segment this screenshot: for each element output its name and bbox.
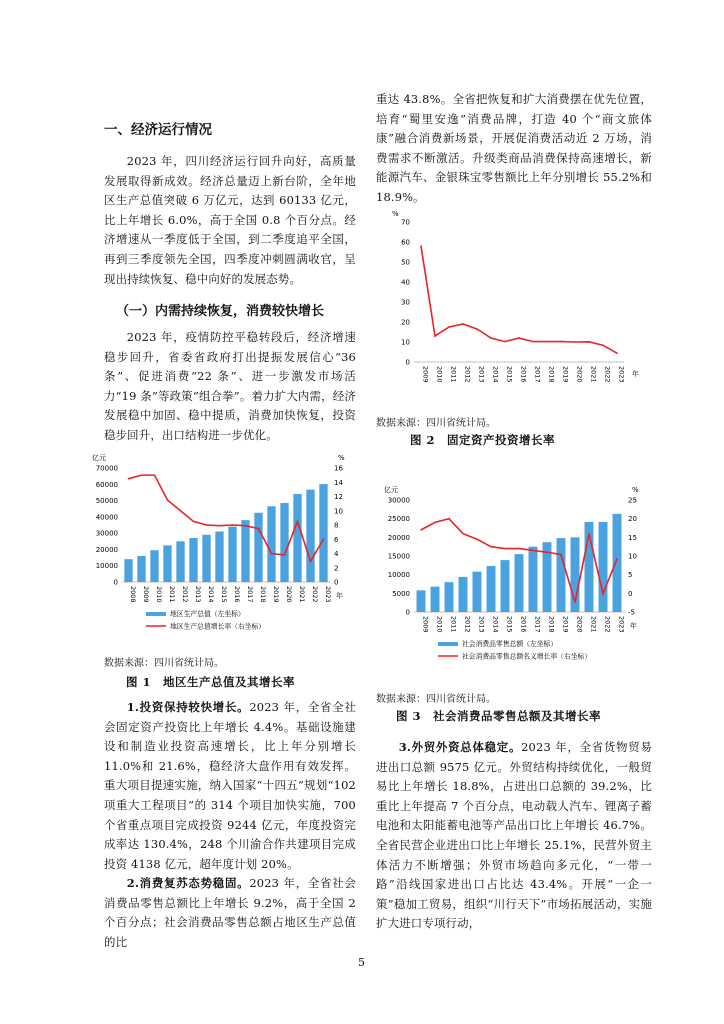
x-tick-label: 2019 <box>561 616 570 633</box>
growth-point <box>560 554 562 556</box>
x-tick-label: 2019 <box>561 366 570 383</box>
trade-heading: 3.外贸外资总体稳定。 <box>398 740 522 754</box>
left-tick-label: 30000 <box>95 529 118 538</box>
right-tick-label: 14 <box>334 478 343 487</box>
x-tick-label: 2011 <box>449 366 458 383</box>
left-tick-label: 30000 <box>387 496 410 505</box>
x-tick-label: 2020 <box>285 586 293 603</box>
growth-point <box>219 525 221 527</box>
bar <box>228 527 236 582</box>
investment-growth-point <box>434 335 436 337</box>
growth-point <box>434 522 436 524</box>
y-tick-label: 70 <box>401 218 410 227</box>
growth-point <box>167 499 169 501</box>
bar <box>473 572 482 612</box>
growth-point <box>616 558 618 560</box>
right-axis-unit: % <box>338 454 345 462</box>
investment-growth-point <box>560 341 562 343</box>
x-tick-label: 2016 <box>233 586 241 603</box>
bar <box>150 550 158 582</box>
x-tick-label: 2009 <box>421 366 430 383</box>
growth-point <box>546 551 548 553</box>
growth-point <box>574 601 576 603</box>
bar <box>529 547 538 612</box>
bar <box>306 490 314 582</box>
subsection-paragraph: 2023 年，疫情防控平稳转段后，经济增速稳步回升，省委省政府打出提振发展信心“36 条”、促进消费“22 条”、进一步激发市场活力“19 条”等政策“组合拳”。着力扩大内需，经济发展稳中加固、稳中提质，消费加快恢复，投资稳步回升，出口结构进一步优化。 <box>104 330 356 442</box>
investment-growth-point <box>602 344 604 346</box>
y-tick-label: 0 <box>405 358 410 367</box>
bar <box>557 538 566 612</box>
bar <box>267 506 275 582</box>
year-unit: 年 <box>336 592 343 600</box>
legend-bar-swatch <box>438 642 458 646</box>
left-tick-label: 60000 <box>95 480 118 489</box>
growth-point <box>323 538 325 540</box>
growth-point <box>245 525 247 527</box>
right-tick-label: 0 <box>628 589 633 598</box>
consumption-continued-paragraph: 重达 43.8%。全省把恢复和扩大消费摆在优先位置，培育“蜀里安逸”消费品牌，打造 40 个“商文旅体康”融合消费新场景，开展促消费活动近 2 万场，消费需求不断激活。升级类商品消费保持高速增长，新能源汽车、金银珠宝零售额比上年分别增长 55.2%和 18.9%。 <box>376 92 652 204</box>
growth-point <box>420 529 422 531</box>
right-axis-unit: % <box>632 486 639 494</box>
x-tick-label: 2015 <box>220 586 228 603</box>
investment-growth-point <box>616 352 618 354</box>
growth-point <box>141 474 143 476</box>
x-tick-label: 2010 <box>435 366 444 383</box>
intro-paragraph: 2023 年，四川经济运行回升向好，高质量发展取得新成效。经济总量迈上新台阶，全年地区生产总值突破 6 万亿元，达到 60133 亿元，比上年增长 6.0%，高于全国 0.8 个百分点。经济增速从一季度低于全国，到二季度追平全国，再到三季度领先全国，四季度冲刺圆满收官，呈现出持续恢复、稳中向好的发展态势。 <box>104 154 356 286</box>
figure-3-source: 数据来源：四川省统计局。 <box>376 694 496 705</box>
bar <box>599 522 608 612</box>
growth-point <box>297 521 299 523</box>
x-tick-label: 2016 <box>519 366 528 383</box>
x-tick-label: 2022 <box>311 586 319 603</box>
subsection-title: （一）内需持续恢复，消费较快增长 <box>116 304 325 319</box>
bar <box>280 503 288 582</box>
x-tick-label: 2017 <box>533 366 542 383</box>
x-tick-label: 2018 <box>547 616 556 633</box>
x-tick-label: 2011 <box>168 586 176 603</box>
right-tick-label: 25 <box>628 496 637 505</box>
x-tick-label: 2015 <box>505 616 514 633</box>
growth-point <box>518 548 520 550</box>
x-tick-label: 2015 <box>505 366 514 383</box>
growth-point <box>258 528 260 530</box>
growth-point <box>284 554 286 556</box>
growth-point <box>180 510 182 512</box>
investment-growth-point <box>518 337 520 339</box>
investment-body: 2023 年，全省全社会固定资产投资比上年增长 4.4%。基础设施建设和制造业投资高速增长，比上年分别增长 11.0%和 21.6%，稳经济大盘作用有效发挥。重大项目提速实施，纳入国家“十四五”规划“102 项重大工程项目”的 314 个项目加快实施，700 个省重点项目完成投资 9244 亿元，年度投资完成率达 130.4%，248 个川渝合作共建项目完成投资 4138 亿元，超年度计划 20%。 <box>104 700 357 871</box>
bar <box>515 554 524 612</box>
x-tick-label: 2009 <box>421 616 430 633</box>
left-axis-unit: 亿元 <box>92 454 106 462</box>
left-tick-label: 70000 <box>95 464 118 473</box>
right-tick-label: 12 <box>334 493 343 501</box>
growth-point <box>476 538 478 540</box>
x-tick-label: 2013 <box>194 586 202 603</box>
bar <box>431 587 440 612</box>
right-tick-label: 4 <box>334 550 339 558</box>
consumption-body: 2023 年，全省社会消费品零售总额比上年增长 9.2%，高于全国 2 个百分点；社会消费品零售总额占地区生产总值的比 <box>104 876 357 949</box>
figure-1-chart <box>84 448 356 648</box>
bar <box>163 545 171 582</box>
x-tick-label: 2017 <box>246 586 254 603</box>
investment-growth-line <box>421 246 617 353</box>
growth-point <box>310 561 312 563</box>
consumption-heading: 2.消费复苏态势稳固。 <box>126 876 250 890</box>
bar <box>202 535 210 582</box>
x-tick-label: 2010 <box>435 616 444 633</box>
left-tick-label: 10000 <box>387 571 410 580</box>
bar <box>613 514 622 612</box>
y-tick-label: 30 <box>401 298 410 307</box>
y-tick-label: 60 <box>401 238 410 247</box>
right-tick-label: 0 <box>334 578 339 587</box>
x-tick-label: 2018 <box>259 586 267 603</box>
x-tick-label: 2021 <box>589 616 598 633</box>
growth-point <box>271 553 273 555</box>
investment-growth-point <box>420 245 422 247</box>
investment-paragraph <box>104 698 356 874</box>
figure-2-source: 数据来源：四川省统计局。 <box>376 418 496 429</box>
right-tick-label: 20 <box>628 515 637 524</box>
x-tick-label: 2013 <box>477 366 486 383</box>
right-tick-label: 10 <box>334 507 343 516</box>
x-tick-label: 2008 <box>129 586 137 603</box>
investment-growth-point <box>574 341 576 343</box>
x-tick-label: 2020 <box>575 616 584 633</box>
right-tick-label: 10 <box>628 552 637 561</box>
bar <box>445 582 454 612</box>
x-tick-label: 2013 <box>477 616 486 633</box>
bar <box>319 484 327 582</box>
x-tick-label: 2012 <box>463 366 472 383</box>
growth-point <box>193 521 195 523</box>
investment-growth-point <box>462 323 464 325</box>
bar <box>254 513 262 582</box>
x-tick-label: 2023 <box>617 366 626 383</box>
growth-point <box>154 474 156 476</box>
left-tick-label: 50000 <box>95 497 118 506</box>
bar <box>459 577 468 612</box>
y-tick-label: 50 <box>401 258 410 267</box>
left-tick-label: 20000 <box>387 533 410 542</box>
bar <box>487 566 496 612</box>
investment-growth-point <box>448 326 450 328</box>
growth-point <box>532 550 534 552</box>
x-tick-label: 2012 <box>463 616 472 633</box>
x-tick-label: 2018 <box>547 366 556 383</box>
bar <box>417 590 426 612</box>
growth-point <box>232 524 234 526</box>
x-tick-label: 2023 <box>617 616 626 633</box>
figure-3-chart <box>376 486 652 686</box>
growth-point <box>504 548 506 550</box>
x-tick-label: 2009 <box>142 586 150 603</box>
right-tick-label: 5 <box>628 571 633 580</box>
bar <box>189 538 197 582</box>
left-tick-label: 5000 <box>392 589 410 598</box>
right-tick-label: 8 <box>334 521 339 530</box>
y-tick-label: 10 <box>401 338 410 347</box>
right-tick-label: 6 <box>334 535 339 544</box>
left-tick-label: 25000 <box>387 515 410 524</box>
bar <box>293 494 301 582</box>
bar <box>124 559 132 582</box>
trade-paragraph <box>376 738 652 934</box>
growth-point <box>490 546 492 548</box>
investment-growth-point <box>504 341 506 343</box>
y-tick-label: 40 <box>401 278 410 287</box>
consumption-paragraph <box>104 874 356 952</box>
legend-bar-label: 地区生产总值（左坐标） <box>170 610 245 618</box>
bar <box>215 532 223 582</box>
growth-point <box>128 478 130 480</box>
legend-bar-label: 社会消费品零售总额（左坐标） <box>462 640 558 648</box>
bar <box>241 520 249 582</box>
left-tick-label: 40000 <box>95 513 118 522</box>
x-tick-label: 2023 <box>324 586 332 603</box>
left-tick-label: 10000 <box>95 562 118 571</box>
investment-growth-point <box>490 337 492 339</box>
x-tick-label: 2022 <box>603 616 612 633</box>
x-tick-label: 2014 <box>491 616 500 633</box>
bar <box>137 556 145 582</box>
x-tick-label: 2021 <box>298 586 306 603</box>
left-tick-label: 0 <box>113 578 118 587</box>
x-tick-label: 2022 <box>603 366 612 383</box>
figure-2-caption: 图 2 固定资产投资增长率 <box>410 433 556 447</box>
growth-point <box>588 533 590 535</box>
figure-1-source: 数据来源：四川省统计局。 <box>104 658 224 669</box>
x-tick-label: 2014 <box>207 586 215 603</box>
y-axis-unit: % <box>392 210 399 218</box>
right-tick-label: -5 <box>628 608 635 617</box>
legend-line-label: 社会消费品零售总额名义增长率（右坐标） <box>462 652 592 661</box>
left-tick-label: 15000 <box>387 552 410 561</box>
growth-point <box>206 524 208 526</box>
figure-3-caption: 图 3 社会消费品零售总额及其增长率 <box>396 709 602 723</box>
page-number: 5 <box>358 956 365 969</box>
x-tick-label: 2016 <box>519 616 528 633</box>
left-axis-unit: 亿元 <box>384 486 398 494</box>
year-unit: 年 <box>632 370 639 378</box>
year-unit: 年 <box>630 622 637 630</box>
investment-growth-point <box>546 341 548 343</box>
investment-growth-point <box>476 328 478 330</box>
bar <box>176 541 184 582</box>
growth-point <box>602 593 604 595</box>
x-tick-label: 2010 <box>155 586 163 603</box>
investment-growth-point <box>588 341 590 343</box>
trade-body: 2023 年，全省货物贸易进出口总额 9575 亿元。外贸结构持续优化，一般贸易比上年增长 18.8%，占进出口总额的 39.2%，比重比上年提高 7 个百分点，电动载人汽车、锂离子蓄电池和太阳能蓄电池等产品出口比上年增长 46.7%。全省民营企业进出口比上年增长 25.1%，民营外贸主体活力不断增强；外贸市场趋向多元化，“一带一路”沿线国家进出口占比达 43.4%。开展“一企一策”稳加工贸易，组织“川行天下”市场拓展活动，实施扩大进口专项行动， <box>376 740 652 931</box>
investment-growth-point <box>532 341 534 343</box>
figure-1-caption: 图 1 地区生产总值及其增长率 <box>126 675 296 689</box>
x-tick-label: 2021 <box>589 366 598 383</box>
x-tick-label: 2011 <box>449 616 458 633</box>
section-title: 一、经济运行情况 <box>104 122 212 138</box>
figure-2-chart <box>376 208 652 408</box>
right-tick-label: 2 <box>334 564 339 573</box>
bar <box>501 560 510 612</box>
x-tick-label: 2014 <box>491 366 500 383</box>
growth-point <box>448 518 450 520</box>
left-tick-label: 0 <box>405 608 410 617</box>
legend-line-label: 地区生产总值增长率（右坐标） <box>170 622 266 631</box>
legend-bar-swatch <box>146 612 166 616</box>
y-tick-label: 20 <box>401 318 410 327</box>
growth-point <box>462 533 464 535</box>
x-tick-label: 2019 <box>272 586 280 603</box>
x-tick-label: 2020 <box>575 366 584 383</box>
right-tick-label: 16 <box>334 464 343 473</box>
x-tick-label: 2017 <box>533 616 542 633</box>
right-tick-label: 15 <box>628 533 637 542</box>
x-tick-label: 2012 <box>181 586 189 603</box>
left-tick-label: 20000 <box>95 545 118 554</box>
investment-heading: 1.投资保持较快增长。 <box>126 700 250 714</box>
